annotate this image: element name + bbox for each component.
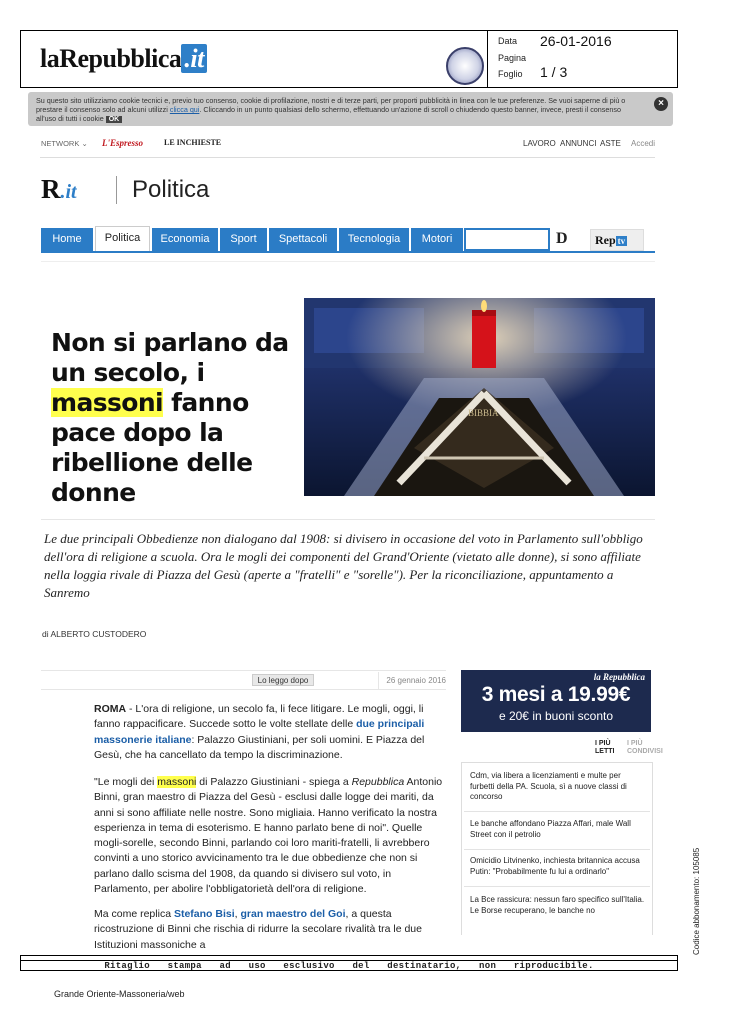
data-label: Data — [498, 36, 518, 46]
tab-spettacoli[interactable]: Spettacoli — [269, 228, 337, 251]
section-title: Politica — [132, 176, 210, 203]
network-divider — [40, 157, 655, 158]
network-menu[interactable] — [41, 139, 88, 148]
article-summary: Le due principali Obbedienze non dialogano dal 1908: si divisero in occasione del voto in Parlamento sull'obbligo dell'ora di religione a scuola. Ora le mogli dei componenti del Grand'Oriente (vietato alle donne), si sono affiliate nella loggia rivale di Piazza del Gesù (aperte a "fratelli" e "sorelle"). Per la riconciliazione, appuntamento a Sanremo — [44, 531, 643, 600]
source-label: Grande Oriente-Massoneria/web — [54, 989, 185, 999]
article-date: 26 gennaio 2016 — [378, 672, 446, 690]
header-divider — [487, 30, 488, 88]
rep-text: Rep — [595, 233, 616, 247]
cookie-banner — [28, 92, 673, 126]
subnav-divider — [41, 261, 655, 262]
p2-text-b: di Palazzo Giustiniani - spiega a — [196, 776, 352, 788]
subscription-code: Codice abbonamento: 105085 — [692, 847, 701, 955]
p3-text-b: , a questa ricostruzione di Binni che rischia di ridurre la secolare rivalità tra le due Istituzioni massoniche a — [94, 908, 422, 951]
p2-highlight: massoni — [157, 776, 197, 788]
d-logo[interactable]: D — [556, 230, 568, 247]
headline-part-1: Non si parlano da un secolo, i — [51, 328, 289, 387]
cookie-text: Su questo sito utilizziamo cookie tecnici e, previo tuo consenso, cookie di profilazione, nostri e di terze parti, per proporti pubblicità in linea con le tue preferenze. Se vuoi saperne di più o prestare il consenso solo ad alcuni utilizzi — [36, 96, 626, 114]
rit-r: R — [41, 174, 61, 204]
chevron-down-icon: ⌄ — [81, 139, 88, 148]
nav-underline — [41, 251, 655, 253]
nav-lavoro[interactable]: LAVORO — [523, 139, 556, 148]
subscription-promo[interactable] — [461, 670, 651, 732]
tab-economia[interactable]: Economia — [152, 228, 218, 251]
masonic-seal-icon — [446, 47, 484, 85]
list-item[interactable]: Omicidio Litvinenko, inchiesta britannica accusa Putin: "Probabilmente fu lui a ordinarlo" — [470, 856, 640, 876]
p2-text-c: Antonio Binni, gran maestro di Piazza del Gesù - esclusi dalle logge dei mariti, da anni si sono affiliate nelle nostre. Sono migliaia. Hanno verificato la nostra esperienza in tema di esoterismo. E hanno parlato bene di noi". Quelle mogli-sorelle, secondo Binni, parlando coi loro mariti-fratelli, li avrebbero convinti a uno storico avvicinamento tra le due obbedienze che non si parlano dallo scisma del 1908, da quando si divisero sul voto, in Parlamento, per abolire l'obbligatorietà dell'ora di religione. — [94, 776, 443, 896]
tab-most-read[interactable]: I PIÙ LETTI — [595, 740, 615, 755]
p2-italic: Repubblica — [351, 776, 405, 788]
masonic-altar-illustration — [304, 298, 655, 496]
article-headline — [51, 328, 291, 508]
p3-sep: , — [234, 908, 241, 920]
p1-text-a: - L'ora di religione, un secolo fa, li fece litigare. Le mogli, oggi, li fanno rappacificare. Succede sotto le volte stellate delle — [94, 703, 424, 731]
p3-text-a: Ma come replica — [94, 908, 174, 920]
p3-link-1[interactable]: Stefano Bisi — [173, 908, 235, 920]
svg-text:BIBBIA: BIBBIA — [468, 408, 499, 418]
list-divider — [464, 811, 650, 812]
paragraph-2 — [94, 775, 444, 897]
p3-link-2[interactable]: gran maestro del Goi — [240, 908, 346, 920]
tab-tecnologia[interactable]: Tecnologia — [339, 228, 409, 251]
read-later-button[interactable]: Lo leggo dopo — [252, 674, 314, 686]
cookie-link[interactable]: clicca qui — [169, 105, 200, 114]
list-item[interactable]: Cdm, via libera a licenziamenti e multe per furbetti della PA. Scuola, sì a nuove classi di concorso — [470, 771, 627, 801]
foglio-value: 1 / 3 — [540, 64, 568, 80]
cookie-text-2: . Cliccando in un punto qualsiasi dello schermo, effettuando un'azione di scroll o chiudendo questo banner, invece, presti il consenso all'uso di tutti i cookie — [36, 105, 621, 123]
promo-subline: e 20€ in buoni sconto — [498, 709, 614, 723]
summary-divider — [41, 519, 655, 520]
foglio-label: Foglio — [498, 69, 523, 79]
logo-text: laRepubblica — [40, 44, 182, 73]
cookie-ok-button[interactable]: OK — [106, 116, 123, 123]
login-link[interactable]: Accedi — [631, 139, 656, 148]
promo-headline: 3 mesi a 19.99€ — [481, 683, 631, 706]
tab-sport[interactable]: Sport — [220, 228, 267, 251]
section-separator — [116, 176, 117, 204]
cookie-close-icon[interactable]: × — [654, 97, 668, 111]
list-item[interactable]: Le banche affondano Piazza Affari, male Wall Street con il petrolio — [470, 819, 631, 839]
tab-most-shared[interactable]: I PIÙ CONDIVISI — [627, 740, 663, 755]
p2-text-a: "Le mogli dei — [94, 776, 158, 788]
nav-aste[interactable]: ASTE — [600, 139, 621, 148]
paragraph-1 — [94, 702, 444, 763]
dateline: ROMA — [94, 703, 127, 715]
tv-text: tv — [617, 236, 626, 246]
network-label: NETWORK — [41, 139, 80, 148]
promo-logo: la Repubblica — [593, 672, 645, 682]
rit-it: .it — [60, 181, 77, 203]
pagina-label: Pagina — [498, 53, 527, 63]
tab-motori[interactable]: Motori — [411, 228, 463, 251]
repubblica-logo — [40, 44, 207, 74]
list-divider — [464, 886, 650, 887]
reproduction-notice: Ritaglio stampa ad uso esclusivo del destinatario, non riproducibile. — [104, 961, 594, 971]
list-item[interactable]: La Bce rassicura: nessun faro specifico sull'Italia. Le Borse recuperano, le banche no — [470, 895, 645, 915]
p1-text-b: : Palazzo Giustiniani, per soli uomini. E Piazza del Gesù, che ha cancellato da tempo la discriminazione. — [94, 733, 425, 761]
reptv-logo[interactable] — [590, 229, 644, 251]
paragraph-3 — [94, 907, 444, 953]
hero-image — [304, 298, 655, 496]
headline-part-2: fanno pace dopo la ribellione delle donne — [51, 388, 253, 507]
inchieste-link[interactable]: LE INCHIESTE — [164, 138, 222, 147]
rit-logo[interactable] — [41, 174, 91, 206]
logo-it: .it — [181, 44, 206, 73]
search-input[interactable] — [464, 228, 550, 251]
tab-home[interactable]: Home — [41, 228, 93, 251]
nav-annunci[interactable]: ANNUNCI — [560, 139, 597, 148]
tab-politica[interactable]: Politica — [95, 226, 150, 251]
headline-highlight: massoni — [51, 388, 164, 417]
p1-link[interactable]: due principali massonerie italiane — [94, 718, 425, 746]
data-value: 26-01-2016 — [540, 33, 612, 49]
list-divider — [464, 849, 650, 850]
espresso-link[interactable]: L'Espresso — [102, 138, 144, 148]
article-byline: di ALBERTO CUSTODERO — [42, 629, 147, 639]
